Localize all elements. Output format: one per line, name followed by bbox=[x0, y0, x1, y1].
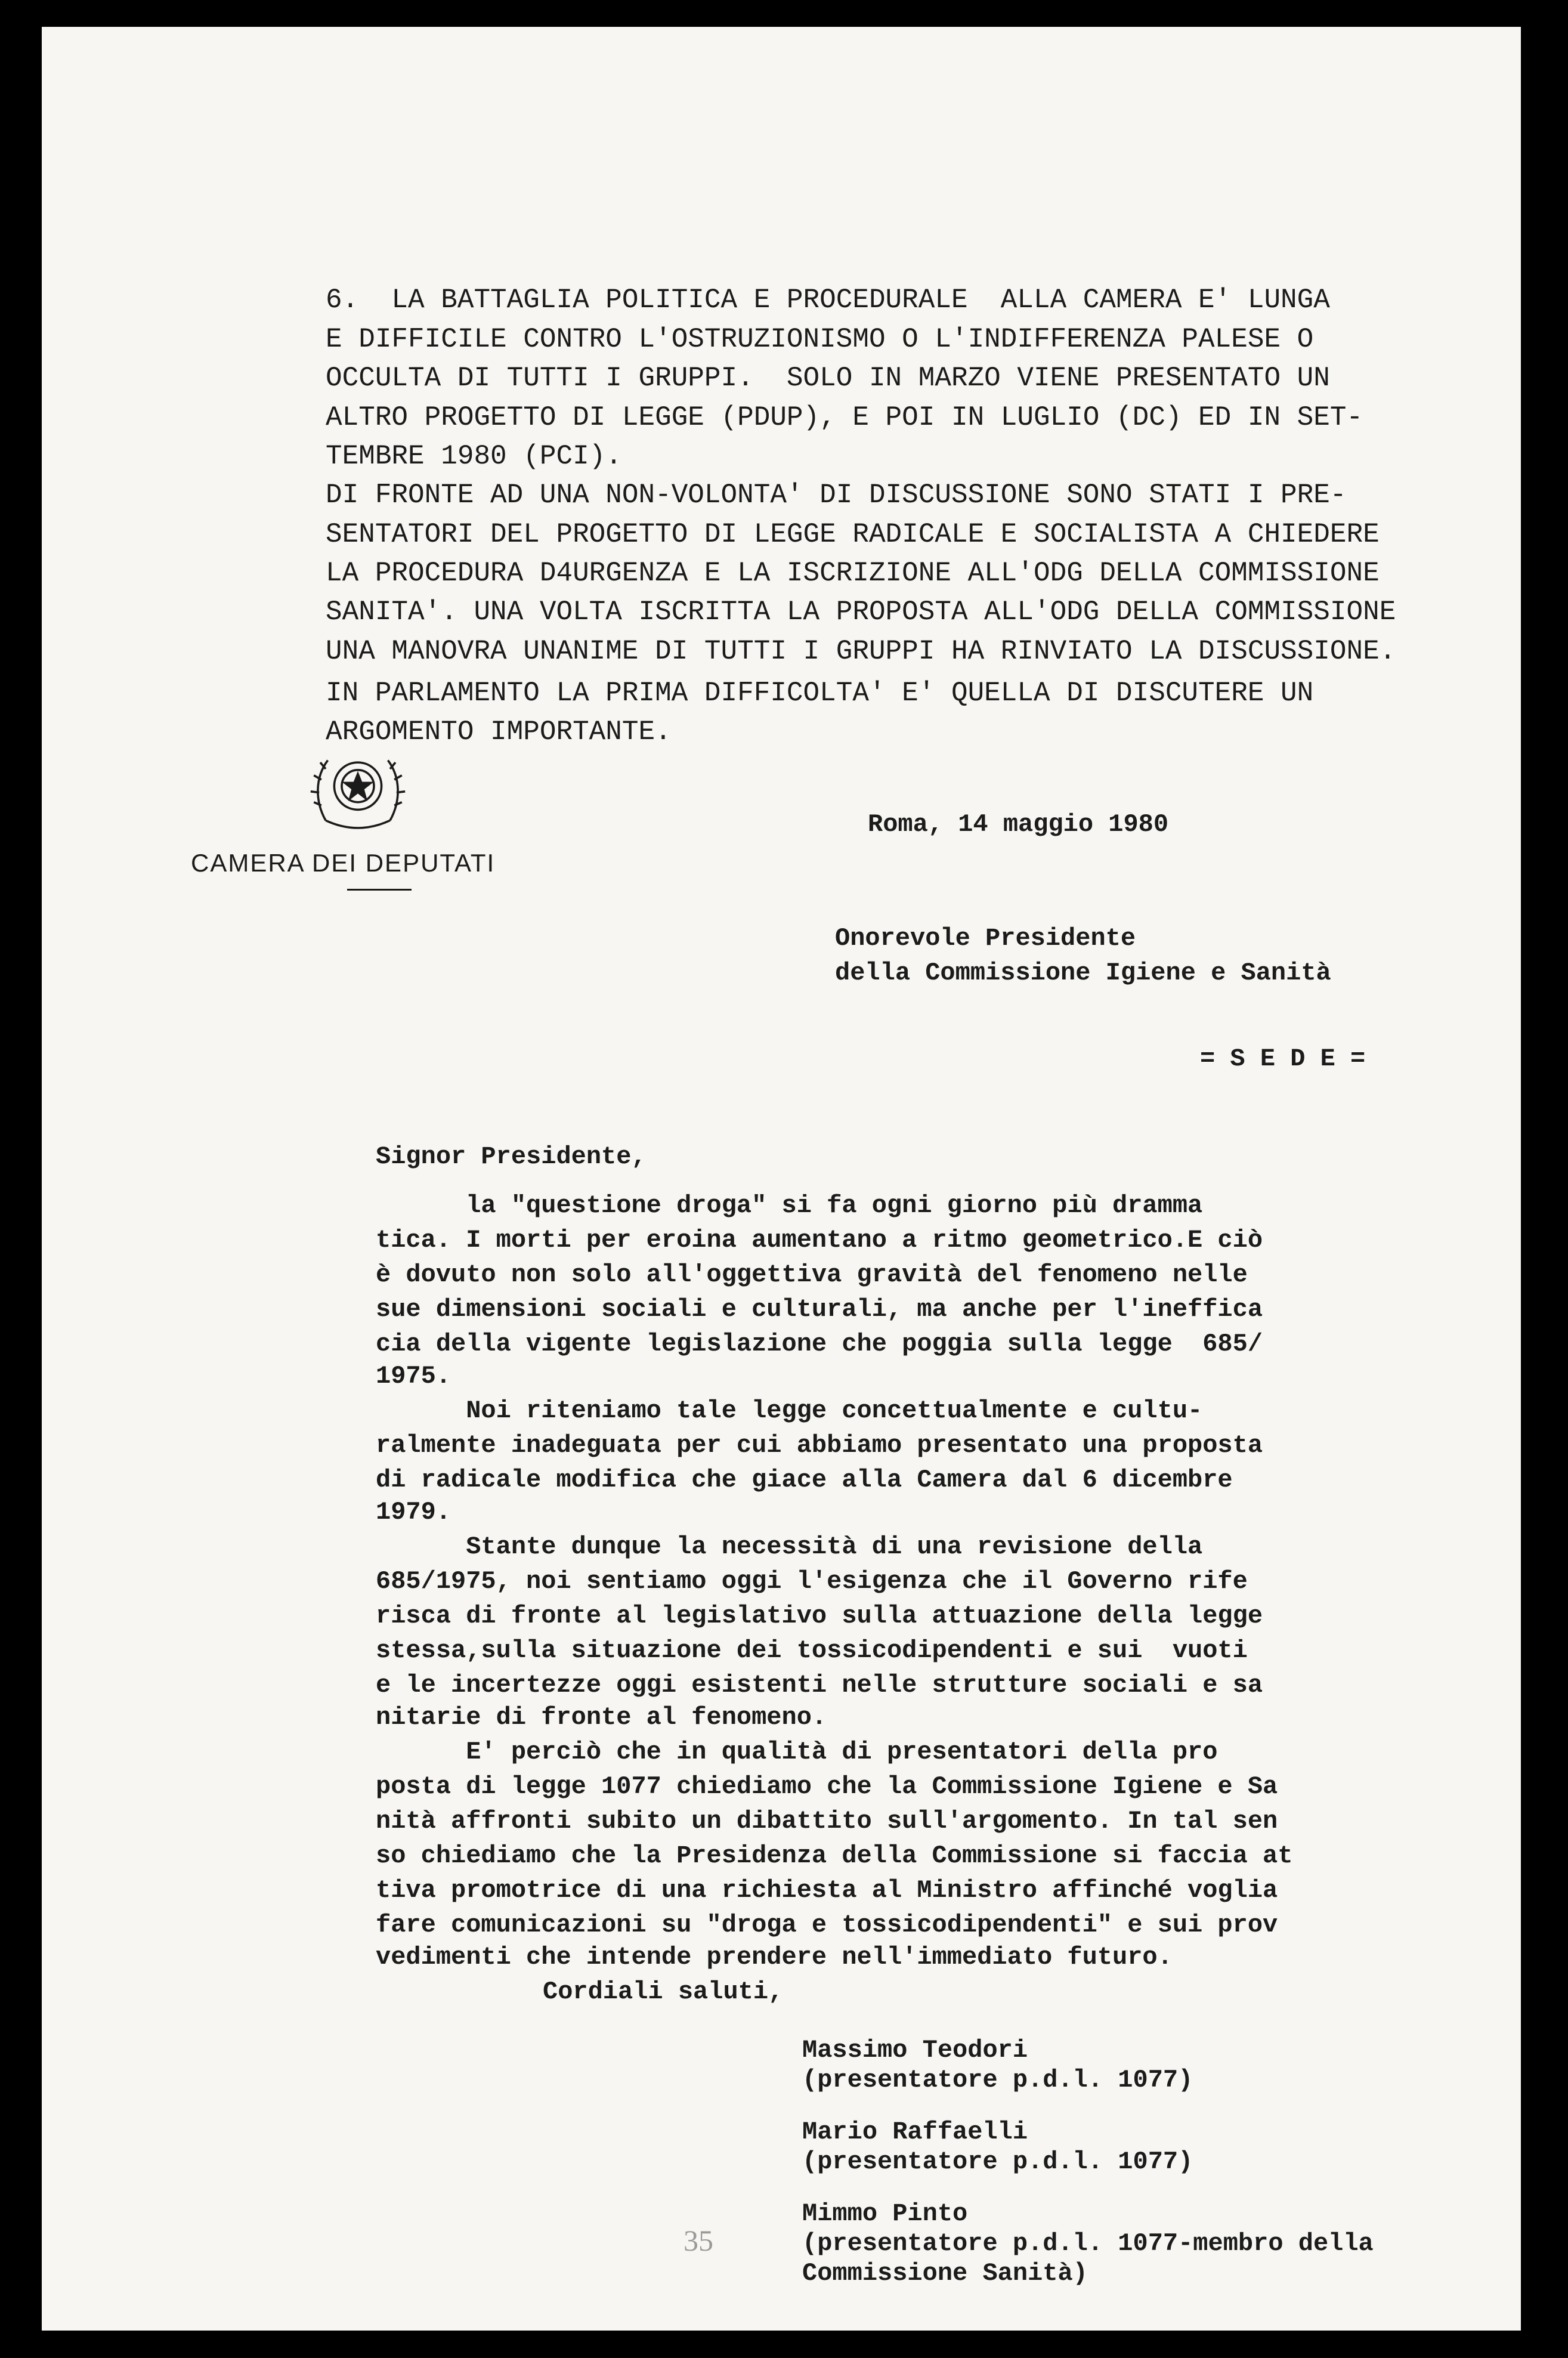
signatory-role: (presentatore p.d.l. 1077) bbox=[802, 2066, 1193, 2094]
header-note-line: SENTATORI DEL PROGETTO DI LEGGE RADICALE E SOCIALISTA A CHIEDERE bbox=[326, 519, 1380, 550]
italian-republic-emblem-icon bbox=[304, 737, 412, 844]
institution-name: CAMERA DEI DEPUTATI bbox=[191, 849, 496, 877]
body-line: sue dimensioni sociali e culturali, ma anche per l'ineffica bbox=[376, 1295, 1263, 1324]
body-line: fare comunicazioni su "droga e tossicodipendenti" e sui prov bbox=[376, 1911, 1278, 1939]
body-line: vedimenti che intende prendere nell'immediato futuro. bbox=[376, 1943, 1173, 1971]
signatory-name: Mario Raffaelli bbox=[802, 2118, 1028, 2146]
place-date: Roma, 14 maggio 1980 bbox=[868, 810, 1169, 839]
body-line: 685/1975, noi sentiamo oggi l'esigenza che il Governo rife bbox=[376, 1567, 1248, 1596]
body-line: tica. I morti per eroina aumentano a ritmo geometrico.E ciò bbox=[376, 1226, 1263, 1254]
body-line: è dovuto non solo all'oggettiva gravità del fenomeno nelle bbox=[376, 1260, 1248, 1289]
header-note-line: IN PARLAMENTO LA PRIMA DIFFICOLTA' E' QUELLA DI DISCUTERE UN bbox=[326, 678, 1314, 709]
signatory-name: Mimmo Pinto bbox=[802, 2199, 968, 2228]
signatory-role: (presentatore p.d.l. 1077) bbox=[802, 2147, 1193, 2176]
body-line: Noi riteniamo tale legge concettualmente e cultu- bbox=[376, 1396, 1203, 1425]
page-number: 35 bbox=[684, 2224, 713, 2257]
signatory-role-continued: Commissione Sanità) bbox=[802, 2259, 1088, 2288]
body-line: so chiediamo che la Presidenza della Commissione si faccia at bbox=[376, 1841, 1293, 1870]
body-line: ralmente inadeguata per cui abbiamo presentato una proposta bbox=[376, 1431, 1263, 1460]
body-line: cia della vigente legislazione che poggia sulla legge 685/ bbox=[376, 1330, 1263, 1358]
body-line: E' perciò che in qualità di presentatori della pro bbox=[376, 1738, 1218, 1766]
body-line: nitarie di fronte al fenomeno. bbox=[376, 1703, 827, 1732]
signatory-name: Massimo Teodori bbox=[802, 2036, 1028, 2065]
body-line: e le incertezze oggi esistenti nelle strutture sociali e sa bbox=[376, 1671, 1263, 1699]
body-line: nità affronti subito un dibattito sull'argomento. In tal sen bbox=[376, 1807, 1278, 1835]
body-line: 1979. bbox=[376, 1498, 451, 1526]
recipient-line: della Commissione Igiene e Sanità bbox=[835, 959, 1331, 987]
signatory-role: (presentatore p.d.l. 1077-membro della bbox=[802, 2229, 1374, 2258]
header-note-line: E DIFFICILE CONTRO L'OSTRUZIONISMO O L'INDIFFERENZA PALESE O bbox=[326, 324, 1314, 355]
body-line: 1975. bbox=[376, 1362, 451, 1390]
letterhead-divider bbox=[347, 889, 412, 891]
header-note-line: UNA MANOVRA UNANIME DI TUTTI I GRUPPI HA RINVIATO LA DISCUSSIONE. bbox=[326, 636, 1396, 667]
body-line: risca di fronte al legislativo sulla attuazione della legge bbox=[376, 1602, 1263, 1630]
closing: Cordiali saluti, bbox=[543, 1977, 784, 2006]
header-note-line: TEMBRE 1980 (PCI). bbox=[326, 441, 622, 472]
salutation: Signor Presidente, bbox=[376, 1142, 647, 1171]
header-note-line: ALTRO PROGETTO DI LEGGE (PDUP), E POI IN LUGLIO (DC) ED IN SET- bbox=[326, 402, 1363, 433]
header-note-line: SANITA'. UNA VOLTA ISCRITTA LA PROPOSTA ALL'ODG DELLA COMMISSIONE bbox=[326, 597, 1396, 628]
body-line: stessa,sulla situazione dei tossicodipendenti e sui vuoti bbox=[376, 1636, 1248, 1665]
header-note-line: 6. LA BATTAGLIA POLITICA E PROCEDURALE ALLA CAMERA E' LUNGA bbox=[326, 285, 1330, 316]
body-line: tiva promotrice di una richiesta al Ministro affinché voglia bbox=[376, 1876, 1278, 1905]
sede: = S E D E = bbox=[1200, 1044, 1366, 1073]
body-line: Stante dunque la necessità di una revisione della bbox=[376, 1532, 1203, 1561]
header-note-line: OCCULTA DI TUTTI I GRUPPI. SOLO IN MARZO VIENE PRESENTATO UN bbox=[326, 363, 1330, 394]
header-note-line: DI FRONTE AD UNA NON-VOLONTA' DI DISCUSSIONE SONO STATI I PRE- bbox=[326, 480, 1347, 511]
body-line: la "questione droga" si fa ogni giorno più dramma bbox=[376, 1191, 1203, 1220]
header-note-line: ARGOMENTO IMPORTANTE. bbox=[326, 716, 672, 747]
recipient-line: Onorevole Presidente bbox=[835, 924, 1136, 953]
body-line: posta di legge 1077 chiediamo che la Commissione Igiene e Sa bbox=[376, 1772, 1278, 1801]
header-note-line: LA PROCEDURA D4URGENZA E LA ISCRIZIONE ALL'ODG DELLA COMMISSIONE bbox=[326, 558, 1380, 589]
document-page bbox=[42, 27, 1521, 2331]
body-line: di radicale modifica che giace alla Camera dal 6 dicembre bbox=[376, 1466, 1233, 1494]
